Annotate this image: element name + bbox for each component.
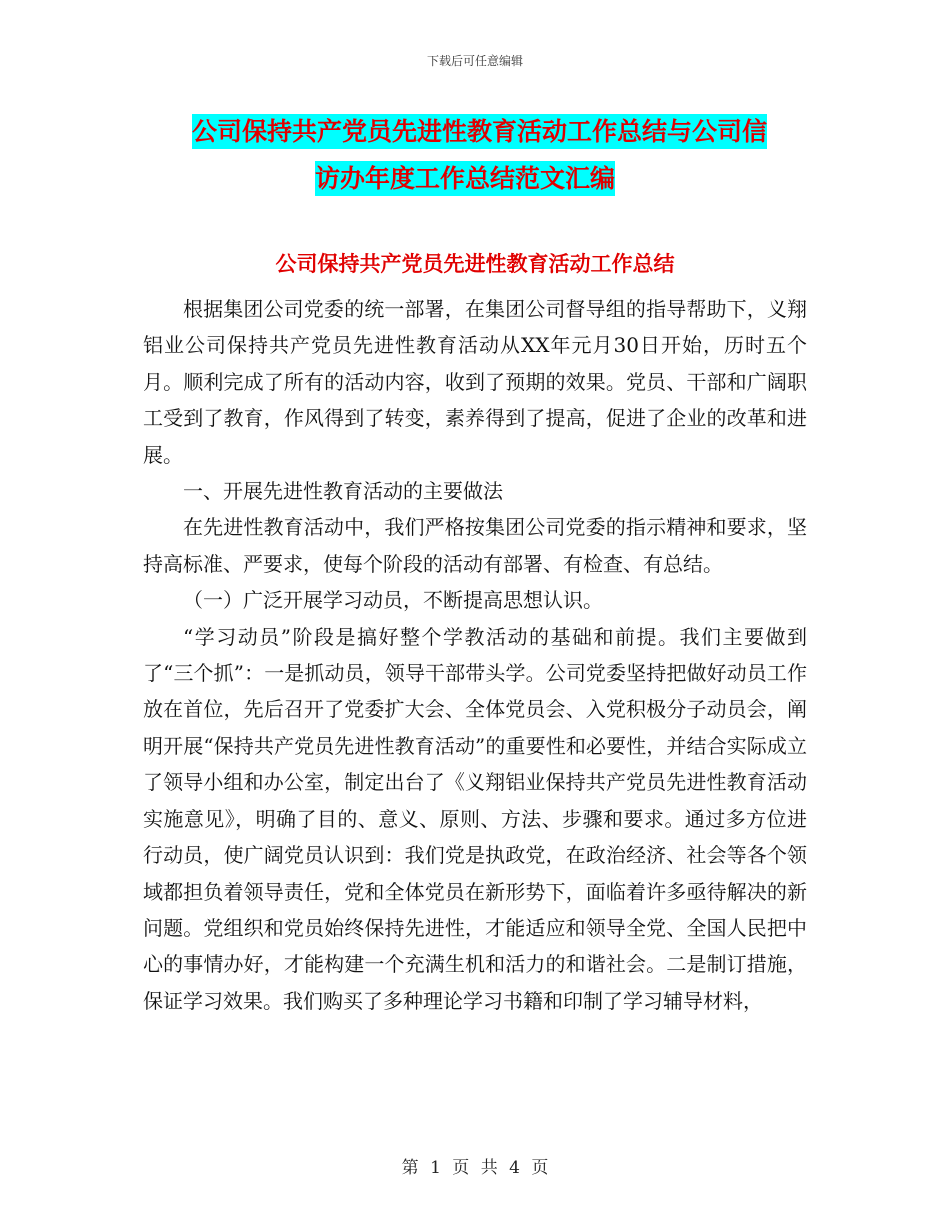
title-line-2-text: 访办年度工作总结范文汇编 [315, 161, 615, 196]
document-title [150, 108, 810, 202]
paragraph-requirements: 在先进性教育活动中，我们严格按集团公司党委的指示精神和要求，坚持高标准、严要求，使每个阶段的活动有部署、有检查、有总结。 [143, 515, 807, 576]
title-line-1-text: 公司保持共产党员先进性教育活动工作总结与公司信 [192, 114, 767, 149]
header-note: 下载后可任意编辑 [426, 54, 523, 68]
paragraph-intro: 根据集团公司党委的统一部署，在集团公司督导组的指导帮助下，义翔铝业公司保持共产党员先进性教育活动从XX年元月30日开始，历时五个月。顺利完成了所有的活动内容，收到了预期的效果。党员、干部和广阔职工受到了教育，作风得到了转变，素养得到了提高，促进了企业的改革和进展。 [143, 297, 807, 467]
section-title: 公司保持共产党员先进性教育活动工作总结 [275, 252, 675, 276]
heading-main-practices: 一、开展先进性教育活动的主要做法 [183, 479, 503, 504]
document-title-line-2 [150, 155, 810, 202]
page-footer: 第 1 页 共 4 页 [401, 1158, 549, 1178]
body-text [143, 291, 807, 1019]
document-title-line-1 [150, 108, 810, 155]
subheading-study-mobilization: （一）广泛开展学习动员，不断提高思想认识。 [183, 588, 603, 613]
paragraph-study-mobilization: “学习动员”阶段是搞好整个学教活动的基础和前提。我们主要做到了“三个抓”：一是抓动员，领导干部带头学。公司党委坚持把做好动员工作放在首位，先后召开了党委扩大会、全体党员会、入党积极分子动员会，阐明开展“保持共产党员先进性教育活动”的重要性和必要性，并结合实际成立了领导小组和办公室，制定出台了《义翔铝业保持共产党员先进性教育活动实施意见》，明确了目的、意义、原则、方法、步骤和要求。通过多方位进行动员，使广阔党员认识到：我们党是执政党，在政治经济、社会等各个领域都担负着领导责任，党和全体党员在新形势下，面临着许多亟待解决的新问题。党组织和党员始终保持先进性，才能适应和领导全党、全国人民把中心的事情办好，才能构建一个充满生机和活力的和谐社会。二是制订措施，保证学习效果。我们购买了多种理论学习书籍和印制了学习辅导材料， [143, 624, 807, 1013]
